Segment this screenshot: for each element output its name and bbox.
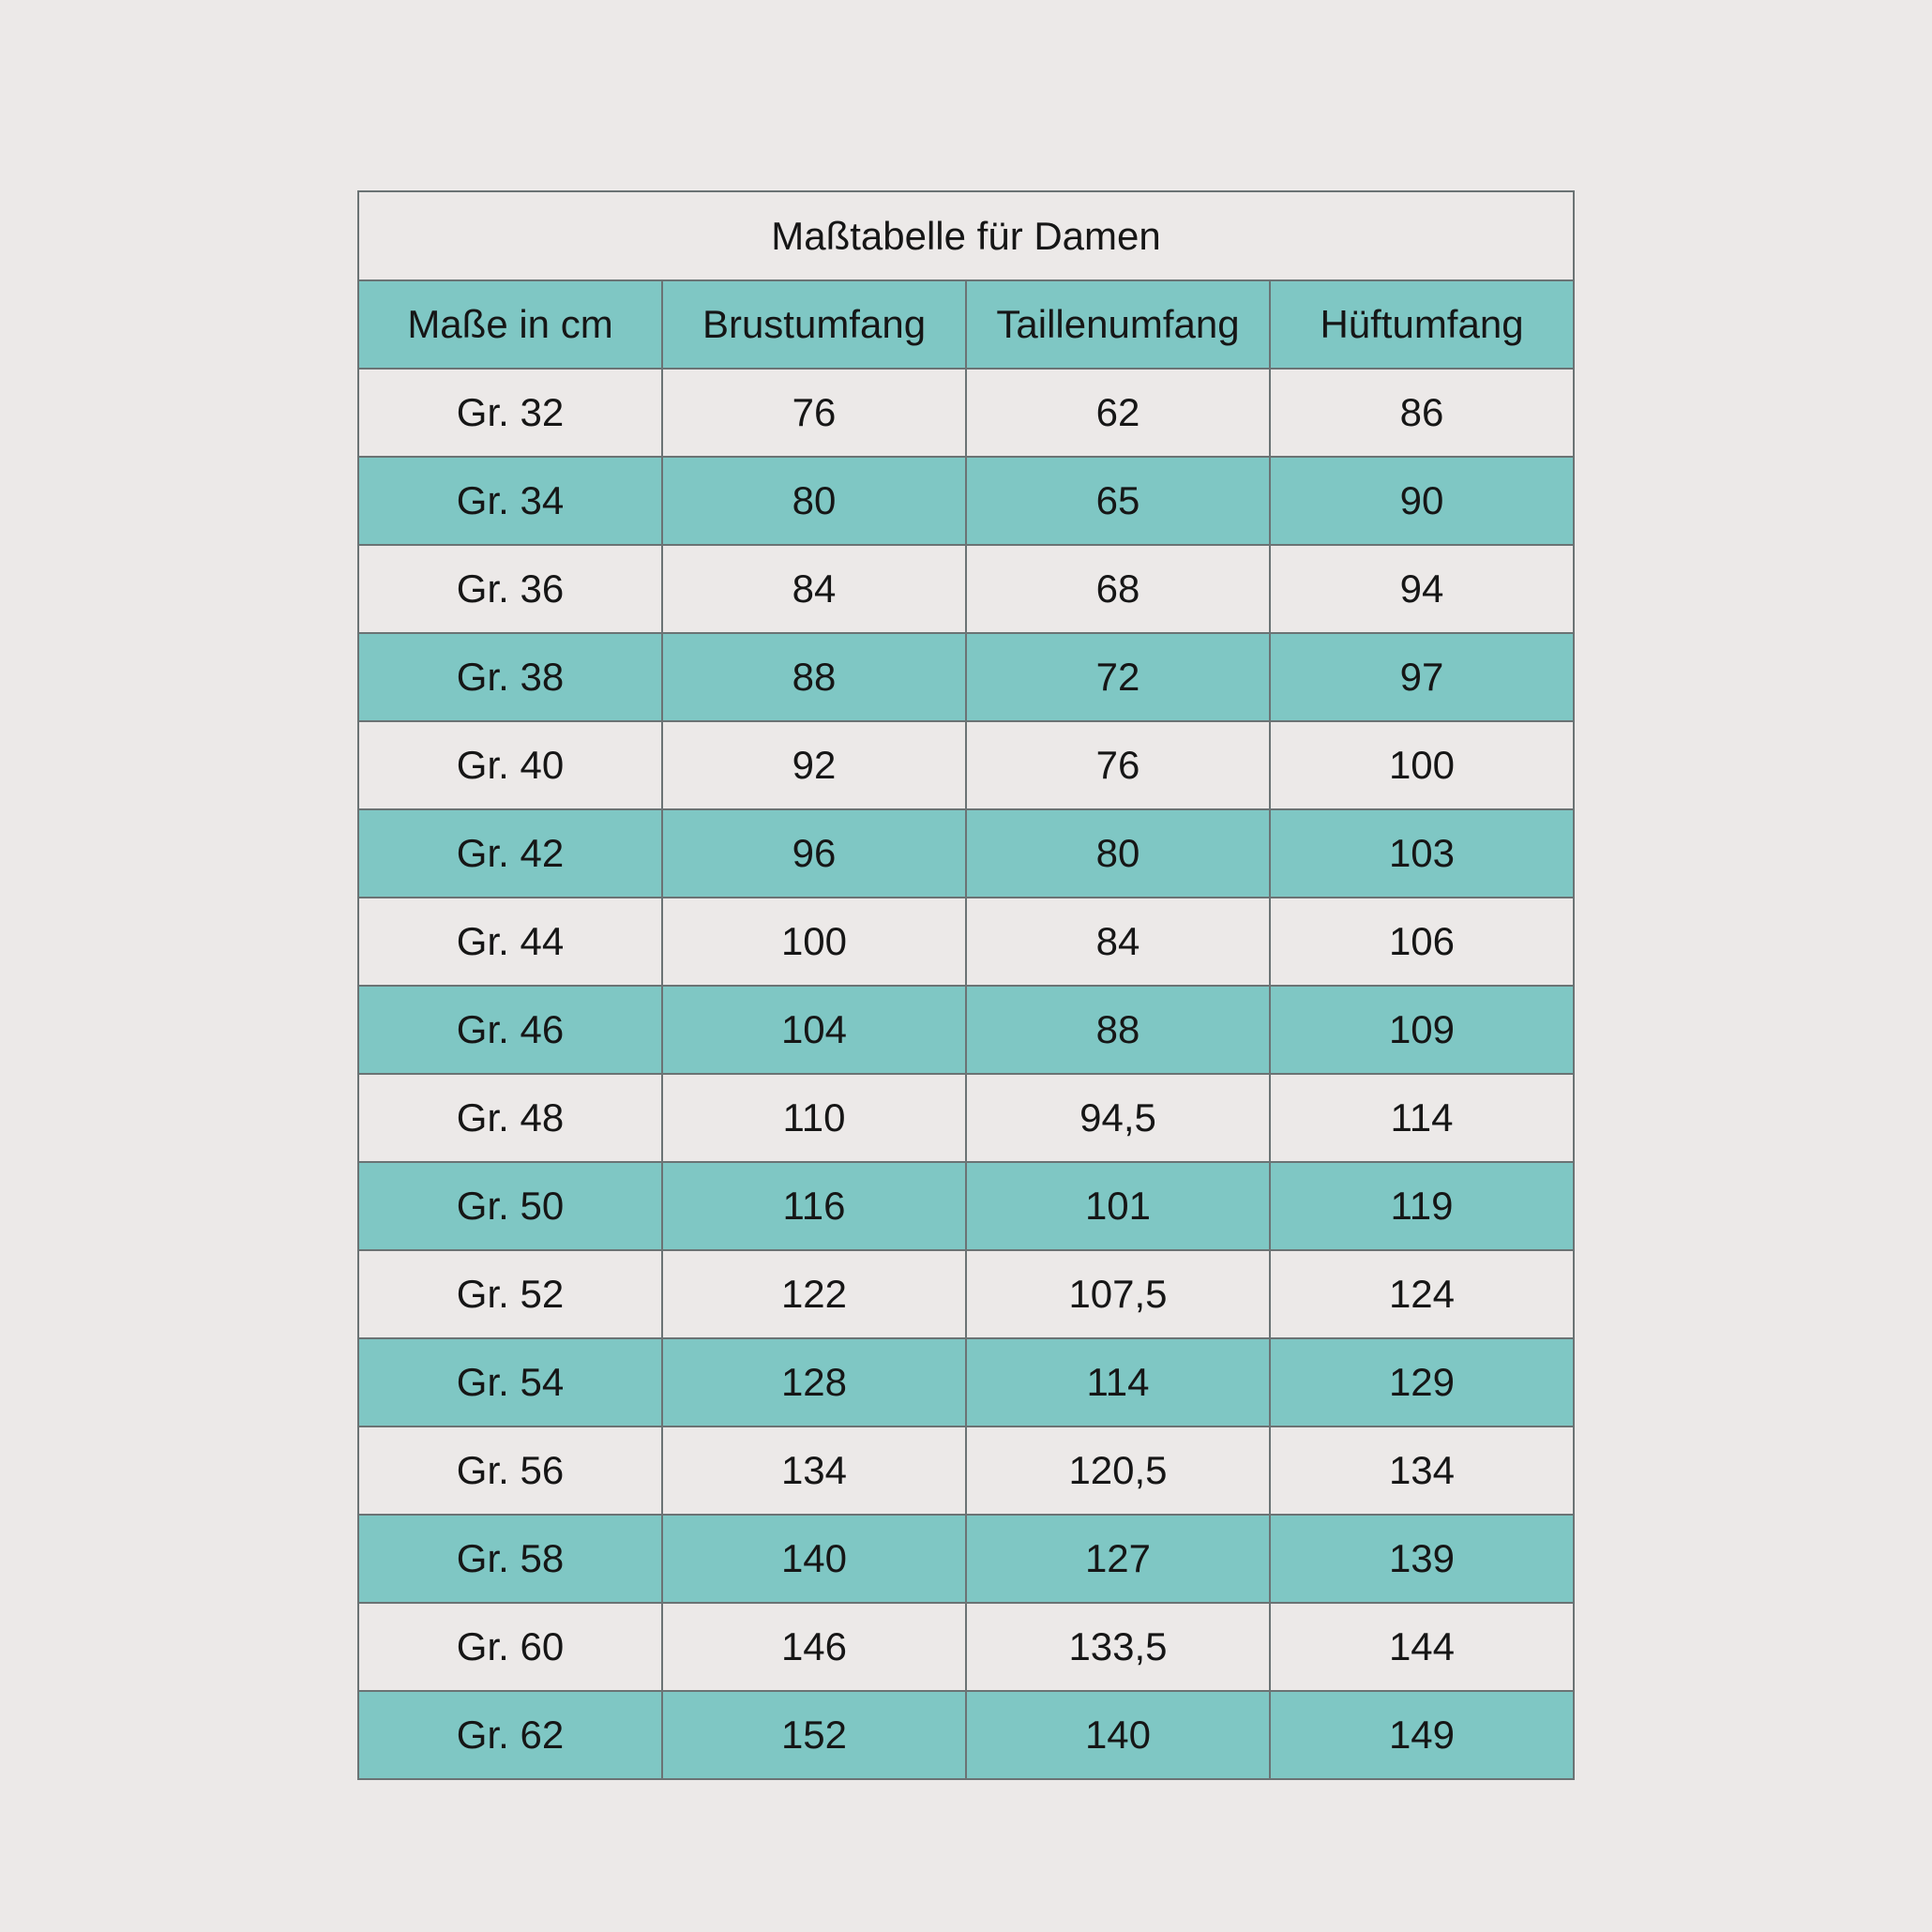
- cell-hip: 114: [1270, 1074, 1574, 1162]
- cell-hip: 134: [1270, 1426, 1574, 1515]
- cell-hip: 109: [1270, 986, 1574, 1074]
- cell-size: Gr. 52: [358, 1250, 662, 1338]
- cell-waist: 65: [966, 457, 1270, 545]
- cell-size: Gr. 56: [358, 1426, 662, 1515]
- cell-hip: 149: [1270, 1691, 1574, 1779]
- table-title-row: [358, 191, 1574, 280]
- cell-waist: 68: [966, 545, 1270, 633]
- cell-bust: 110: [662, 1074, 966, 1162]
- table-row: [358, 1338, 1574, 1426]
- cell-size: Gr. 50: [358, 1162, 662, 1250]
- table-header-row: [358, 280, 1574, 369]
- cell-size: Gr. 36: [358, 545, 662, 633]
- cell-bust: 140: [662, 1515, 966, 1603]
- table-title: Maßtabelle für Damen: [358, 191, 1574, 280]
- cell-hip: 100: [1270, 721, 1574, 809]
- cell-size: Gr. 58: [358, 1515, 662, 1603]
- cell-waist: 133,5: [966, 1603, 1270, 1691]
- cell-size: Gr. 40: [358, 721, 662, 809]
- table-row: [358, 1426, 1574, 1515]
- cell-hip: 139: [1270, 1515, 1574, 1603]
- cell-waist: 114: [966, 1338, 1270, 1426]
- column-header-waist: Taillenumfang: [966, 280, 1270, 369]
- cell-hip: 86: [1270, 369, 1574, 457]
- cell-bust: 100: [662, 898, 966, 986]
- table-row: [358, 986, 1574, 1074]
- cell-waist: 107,5: [966, 1250, 1270, 1338]
- cell-bust: 84: [662, 545, 966, 633]
- cell-bust: 152: [662, 1691, 966, 1779]
- cell-waist: 80: [966, 809, 1270, 898]
- cell-waist: 88: [966, 986, 1270, 1074]
- cell-size: Gr. 32: [358, 369, 662, 457]
- column-header-size: Maße in cm: [358, 280, 662, 369]
- cell-bust: 146: [662, 1603, 966, 1691]
- cell-bust: 134: [662, 1426, 966, 1515]
- cell-waist: 101: [966, 1162, 1270, 1250]
- cell-bust: 92: [662, 721, 966, 809]
- column-header-hip: Hüftumfang: [1270, 280, 1574, 369]
- cell-size: Gr. 34: [358, 457, 662, 545]
- cell-size: Gr. 48: [358, 1074, 662, 1162]
- cell-size: Gr. 54: [358, 1338, 662, 1426]
- table-row: [358, 1691, 1574, 1779]
- cell-bust: 88: [662, 633, 966, 721]
- cell-hip: 106: [1270, 898, 1574, 986]
- cell-bust: 104: [662, 986, 966, 1074]
- cell-hip: 97: [1270, 633, 1574, 721]
- cell-bust: 128: [662, 1338, 966, 1426]
- table-row: [358, 1515, 1574, 1603]
- cell-waist: 72: [966, 633, 1270, 721]
- cell-bust: 116: [662, 1162, 966, 1250]
- cell-hip: 119: [1270, 1162, 1574, 1250]
- cell-hip: 144: [1270, 1603, 1574, 1691]
- cell-waist: 120,5: [966, 1426, 1270, 1515]
- cell-waist: 127: [966, 1515, 1270, 1603]
- table-row: [358, 1162, 1574, 1250]
- table-row: [358, 369, 1574, 457]
- cell-waist: 84: [966, 898, 1270, 986]
- column-header-bust: Brustumfang: [662, 280, 966, 369]
- table-row: [358, 898, 1574, 986]
- table-row: [358, 809, 1574, 898]
- cell-bust: 96: [662, 809, 966, 898]
- cell-hip: 94: [1270, 545, 1574, 633]
- table-row: [358, 633, 1574, 721]
- cell-size: Gr. 60: [358, 1603, 662, 1691]
- cell-size: Gr. 44: [358, 898, 662, 986]
- cell-waist: 140: [966, 1691, 1270, 1779]
- cell-waist: 76: [966, 721, 1270, 809]
- cell-waist: 94,5: [966, 1074, 1270, 1162]
- cell-hip: 90: [1270, 457, 1574, 545]
- cell-size: Gr. 46: [358, 986, 662, 1074]
- cell-size: Gr. 38: [358, 633, 662, 721]
- cell-size: Gr. 62: [358, 1691, 662, 1779]
- cell-hip: 129: [1270, 1338, 1574, 1426]
- table-row: [358, 457, 1574, 545]
- size-table: [357, 190, 1575, 1780]
- table-row: [358, 721, 1574, 809]
- cell-size: Gr. 42: [358, 809, 662, 898]
- cell-waist: 62: [966, 369, 1270, 457]
- cell-bust: 76: [662, 369, 966, 457]
- cell-bust: 80: [662, 457, 966, 545]
- cell-bust: 122: [662, 1250, 966, 1338]
- cell-hip: 103: [1270, 809, 1574, 898]
- table-row: [358, 1074, 1574, 1162]
- table-row: [358, 1250, 1574, 1338]
- cell-hip: 124: [1270, 1250, 1574, 1338]
- table-row: [358, 545, 1574, 633]
- table-row: [358, 1603, 1574, 1691]
